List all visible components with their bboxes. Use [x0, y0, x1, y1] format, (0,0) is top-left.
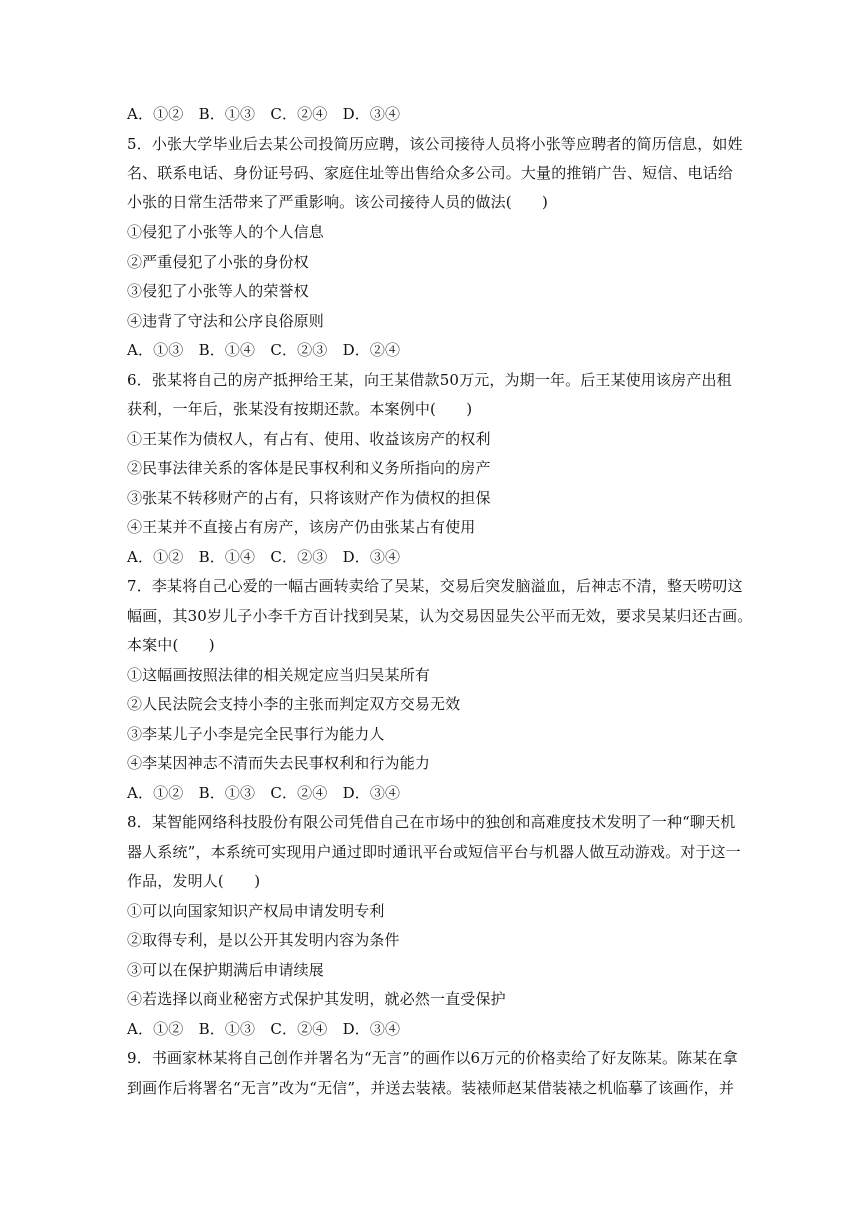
question-8-line-3: 作品，发明人( ) — [127, 872, 261, 890]
question-5-line-2: 名、联系电话、身份证号码、家庭住址等出售给众多公司。大量的推销广告、短信、电话给 — [127, 164, 734, 182]
question-7-statement-4: ④李某因神志不清而失去民事权利和行为能力 — [127, 754, 431, 772]
question-6-statement-3: ③张某不转移财产的占有，只将该财产作为债权的担保 — [127, 489, 491, 507]
question-6-statement-1: ①王某作为债权人，有占有、使用、收益该房产的权利 — [127, 430, 491, 448]
question-8-line-2: 器人系统”，本系统可实现用户通过即时通讯平台或短信平台与机器人做互动游戏。对于这一 — [127, 843, 741, 861]
answer-options-q6: A．①② B．①④ C．②③ D．③④ — [127, 548, 401, 566]
question-7-statement-1: ①这幅画按照法律的相关规定应当归吴某所有 — [127, 666, 431, 684]
question-9-line-2: 到画作后将署名“无言”改为“无信”，并送去装裱。装裱师赵某借装裱之机临摹了该画作，并 — [127, 1079, 734, 1097]
question-7-statement-3: ③李某儿子小李是完全民事行为能力人 — [127, 725, 385, 743]
question-6-line-2: 获利，一年后，张某没有按期还款。本案例中( ) — [127, 400, 473, 418]
question-8-statement-2: ②取得专利，是以公开其发明内容为条件 — [127, 931, 400, 949]
answer-options-q5: A．①③ B．①④ C．②③ D．②④ — [127, 341, 401, 359]
question-5-statement-4: ④违背了守法和公序良俗原则 — [127, 312, 324, 330]
question-5-statement-2: ②严重侵犯了小张的身份权 — [127, 253, 309, 271]
answer-options-q8: A．①② B．①③ C．②④ D．③④ — [127, 1020, 401, 1038]
question-8-line-1: 8．某智能网络科技股份有限公司凭借自己在市场中的独创和高难度技术发明了一种“聊天机 — [127, 813, 736, 831]
question-8-statement-3: ③可以在保护期满后申请续展 — [127, 961, 324, 979]
question-7-line-1: 7．李某将自己心爱的一幅古画转卖给了吴某，交易后突发脑溢血，后神志不清，整天唠叨这 — [127, 577, 743, 595]
question-9-line-1: 9．书画家林某将自己创作并署名为“无言”的画作以6万元的价格卖给了好友陈某。陈某在拿 — [127, 1049, 738, 1067]
question-6-statement-2: ②民事法律关系的客体是民事权利和义务所指向的房产 — [127, 459, 491, 477]
question-8-statement-1: ①可以向国家知识产权局申请发明专利 — [127, 902, 385, 920]
question-7-line-3: 本案中( ) — [127, 636, 215, 654]
answer-options-q4: A．①② B．①③ C．②④ D．③④ — [127, 105, 401, 123]
question-8-statement-4: ④若选择以商业秘密方式保护其发明，就必然一直受保护 — [127, 990, 506, 1008]
question-5-statement-1: ①侵犯了小张等人的个人信息 — [127, 223, 324, 241]
answer-options-q7: A．①② B．①③ C．②④ D．③④ — [127, 784, 401, 802]
question-6-line-1: 6．张某将自己的房产抵押给王某，向王某借款50万元，为期一年。后王某使用该房产出租 — [127, 371, 732, 389]
question-5-line-1: 5．小张大学毕业后去某公司投简历应聘，该公司接待人员将小张等应聘者的简历信息，如姓 — [127, 135, 743, 153]
question-5-statement-3: ③侵犯了小张等人的荣誉权 — [127, 282, 309, 300]
question-6-statement-4: ④王某并不直接占有房产，该房产仍由张某占有使用 — [127, 518, 476, 536]
question-7-statement-2: ②人民法院会支持小李的主张而判定双方交易无效 — [127, 695, 461, 713]
question-7-line-2: 幅画，其30岁儿子小李千方百计找到吴某，认为交易因显失公平而无效，要求吴某归还古画。 — [127, 607, 753, 625]
question-5-line-3: 小张的日常生活带来了严重影响。该公司接待人员的做法( ) — [127, 193, 549, 211]
